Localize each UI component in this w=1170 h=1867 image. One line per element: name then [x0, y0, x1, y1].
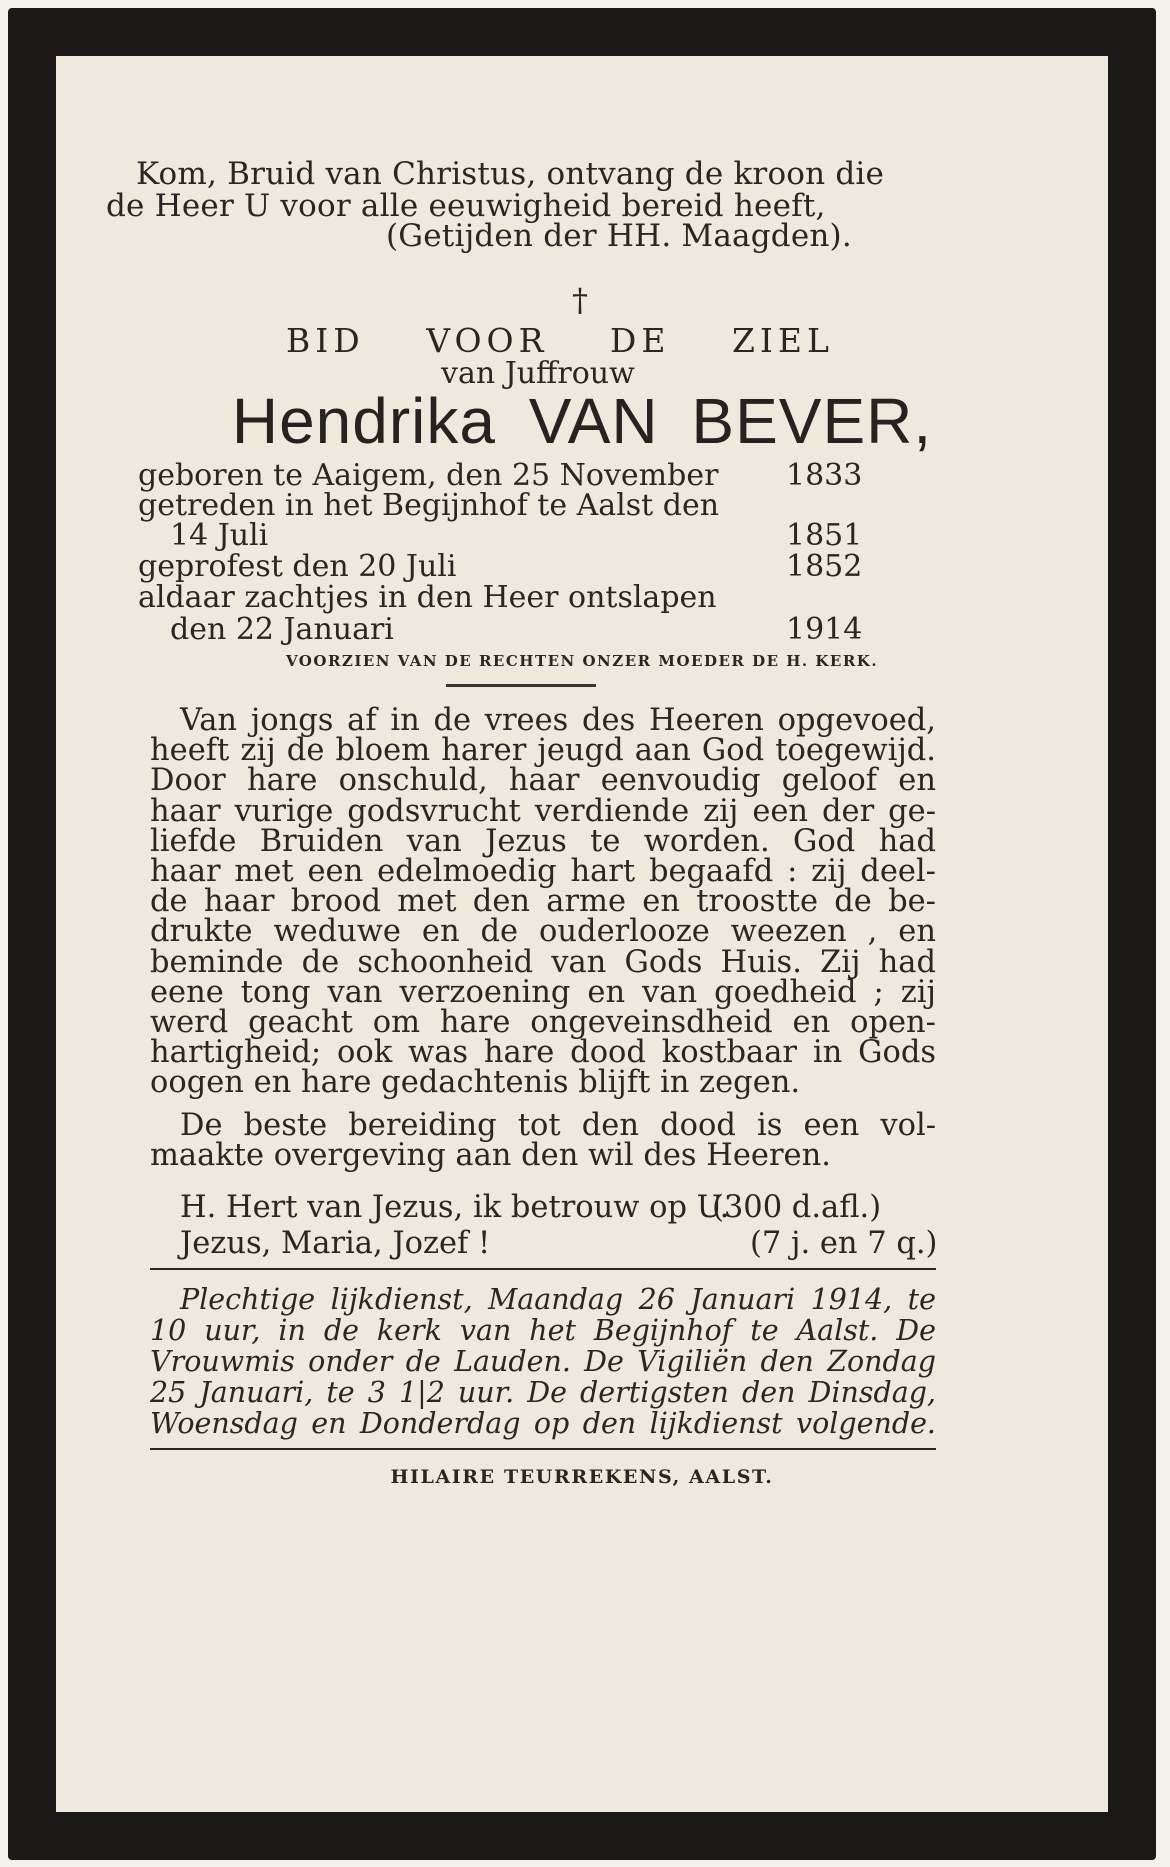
- motto-line-2: de Heer U voor alle eeuwigheid bereid heeft,: [106, 188, 826, 224]
- memorial-card: [56, 56, 1108, 1812]
- eulogy-line: haar met een edelmoedig hart begaafd : zij deel-: [150, 854, 936, 890]
- prayer-sacred-heart-indulgence: (300 d.afl.): [712, 1190, 882, 1225]
- bio-entered-date: 14 Juli: [170, 518, 269, 553]
- eulogy-line: de haar brood met den arme en troostte de be-: [150, 884, 936, 920]
- eulogy-line: hartigheid; ook was hare dood kostbaar in Gods: [150, 1035, 936, 1071]
- eulogy-line: oogen en hare gedachtenis blijft in zegen.: [150, 1065, 801, 1101]
- eulogy-line: beminde de schoonheid van Gods Huis. Zij had: [150, 944, 936, 980]
- funeral-line: Woensdag en Donderdag op den lijkdienst volgende.: [150, 1407, 936, 1440]
- reflection-line: maakte overgeving aan den wil des Heeren.: [150, 1137, 831, 1173]
- prayer-sacred-heart: H. Hert van Jezus, ik betrouw op U.: [180, 1190, 730, 1225]
- card-content: [56, 56, 1108, 1812]
- printer-imprint: HILAIRE TEURREKENS, AALST.: [390, 1466, 774, 1488]
- bio-entered: getreden in het Begijnhof te Aalst den: [138, 488, 720, 523]
- eulogy-line: liefde Bruiden van Jezus te worden. God had: [150, 823, 936, 859]
- bio-professed: geprofest den 20 Juli: [138, 549, 457, 584]
- eulogy-line: drukte weduwe en de ouderlooze weezen , en: [150, 914, 936, 950]
- prayer-holy-family: Jezus, Maria, Jozef !: [180, 1226, 491, 1261]
- divider-rule-bottom: [150, 1448, 936, 1450]
- eulogy-paragraph: [150, 703, 936, 1173]
- funeral-line: Vrouwmis onder de Lauden. De Vigiliën den Zondag: [150, 1345, 936, 1378]
- eulogy-line: eene tong van verzoening en van goedheid ; zij: [150, 974, 936, 1010]
- sacraments-notice: VOORZIEN VAN DE RECHTEN ONZER MOEDER DE H. KERK.: [285, 652, 879, 670]
- eulogy-line: Door hare onschuld, haar eenvoudig geloof en: [150, 763, 936, 799]
- bio-died-date: den 22 Januari: [170, 612, 394, 647]
- bio-birth-year: 1833: [786, 458, 863, 493]
- prayer-heading: BID VOOR DE ZIEL: [286, 321, 834, 360]
- ornament-rule: [446, 684, 596, 687]
- funeral-notice: [150, 1284, 936, 1439]
- bio-birth: geboren te Aaigem, den 25 November: [138, 458, 719, 493]
- bio-died-year: 1914: [786, 612, 863, 647]
- title-van-juffrouw: van Juffrouw: [441, 356, 635, 391]
- eulogy-line: werd geacht om hare ongeveinsdheid en open-: [150, 1005, 936, 1041]
- funeral-line: 25 Januari, te 3 1|2 uur. De dertigsten den Dinsdag,: [150, 1376, 936, 1409]
- eulogy-line: haar vurige godsvrucht verdiende zij een der ge-: [150, 793, 936, 829]
- reflection-line: De beste bereiding tot den dood is een vol-: [180, 1107, 936, 1143]
- cross-icon: †: [572, 281, 588, 319]
- eulogy-line: Van jongs af in de vrees des Heeren opgevoed,: [180, 703, 936, 738]
- funeral-line: 10 uur, in de kerk van het Begijnhof te Aalst. De: [150, 1314, 936, 1347]
- deceased-name: Hendrika VAN BEVER,: [231, 385, 933, 457]
- bio-died: aldaar zachtjes in den Heer ontslapen: [138, 580, 717, 615]
- prayer-holy-family-indulgence: (7 j. en 7 q.): [750, 1226, 938, 1261]
- bio-professed-year: 1852: [786, 549, 863, 584]
- eulogy-line: heeft zij de bloem harer jeugd aan God toegewijd.: [150, 733, 936, 769]
- motto-line-3: (Getijden der HH. Maagden).: [386, 218, 852, 254]
- divider-rule: [150, 1268, 936, 1270]
- mourning-card-border: [8, 8, 1156, 1860]
- bio-entered-year: 1851: [786, 518, 863, 553]
- funeral-line: Plechtige lijkdienst, Maandag 26 Januari 1914, te: [180, 1283, 936, 1316]
- motto-line-1: Kom, Bruid van Christus, ontvang de kroon die: [136, 156, 885, 192]
